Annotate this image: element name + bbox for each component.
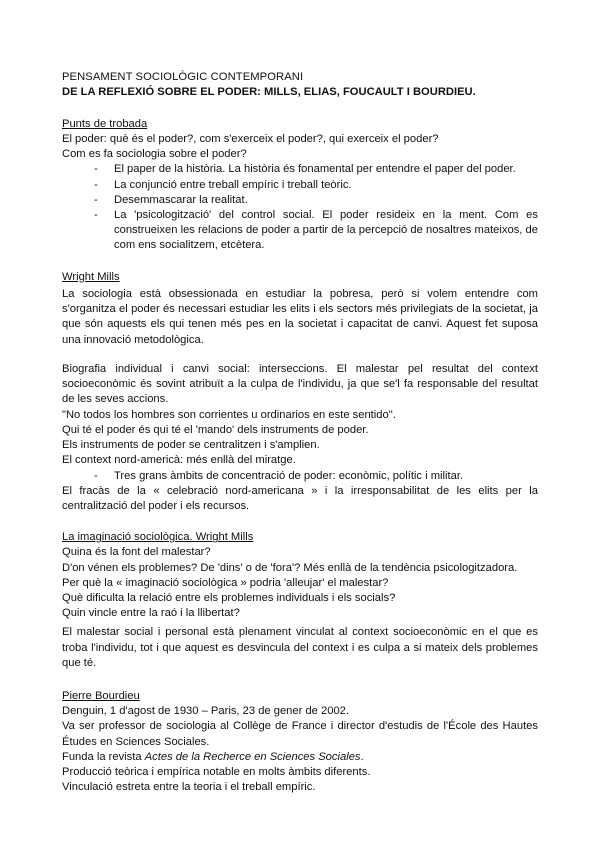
text-line: Vinculació estreta entre la teoria i el treball empíric. <box>62 781 316 794</box>
section-punts-de-trobada <box>62 117 538 254</box>
list-item: - El paper de la història. La història és fonamental per entendre el paper del poder. <box>94 162 538 177</box>
document-title: DE LA REFLEXIÓ SOBRE EL PODER: MILLS, ELIAS, FOUCAULT I BOURDIEU. <box>62 86 476 98</box>
text-line: Qui té el poder és qui té el 'mando' dels instruments de poder. <box>62 423 369 436</box>
section-pierre-bourdieu <box>62 689 538 795</box>
text-line: Va ser professor de sociologia al Collège de France i director d'estudis de l'École des Hautes Études en Sciences Sociales. <box>62 720 538 748</box>
text-line: El context nord-americà: més enllà del miratge. <box>62 454 296 467</box>
paragraph: Biografia individual i canvi social: interseccions. El malestar pel resultat del context socioeconòmic és sovint atribuït a la culpa de l'individu, ja que se'l fa responsable del resultat de les seves accions. <box>62 362 538 406</box>
section-heading: La imaginació sociològica. Wright Mills <box>62 531 254 544</box>
text-line: Denguin, 1 d'agost de 1930 – Paris, 23 de gener de 2002. <box>62 705 350 718</box>
text-line: Com es fa sociologia sobre el poder? <box>62 148 247 161</box>
section-wright-mills <box>62 270 538 515</box>
paragraph: El fracàs de la « celebració nord-americana » i la irresponsabilitat de les elits per la centralització del poder i els recursos. <box>62 484 538 513</box>
list-item: - Tres grans àmbits de concentració de poder: econòmic, polític i militar. <box>94 469 538 484</box>
question-line: Què dificulta la relació entre els problemes individuals i els socials? <box>62 591 396 604</box>
section-heading: Wright Mills <box>62 270 120 283</box>
section-heading: Pierre Bourdieu <box>62 690 140 703</box>
question-line: Quina és la font del malestar? <box>62 546 211 559</box>
question-line: D'on vénen els problemes? De 'dins' o de 'fora'? Més enllà de la tendència psicologitzadora. <box>62 561 518 574</box>
question-line: Per què la « imaginació sociològica » podria 'alleujar' el malestar? <box>62 576 389 589</box>
text-line: Els instruments de poder se centralitzen i s'amplien. <box>62 439 320 452</box>
text-suffix: . <box>360 751 364 764</box>
question-line: Quin vincle entre la raó i la llibertat? <box>62 607 240 620</box>
paragraph: El malestar social i personal està plenament vinculat al context socioeconòmic en el que es troba l'individu, tot i que aquest es desvincula del context i es culpa a si mateix dels problemes que té. <box>62 626 538 669</box>
paragraph: La sociologia està obsessionada en estudiar la pobresa, però si volem entendre com s'organitza el poder és necessari estudiar les elits i els sectors més privilegiats de la societat, ja que són aquests els qui tenen més pes en la societat i capacitat de canvi. Aquest fet suposa una innovació metodològica. <box>62 287 538 346</box>
text-prefix: Funda la revista <box>62 751 145 764</box>
section-heading: Punts de trobada <box>62 118 148 130</box>
list-item: - La conjunció entre treball empíric i treball teòric. <box>94 178 538 193</box>
text-line: Producció teòrica i empírica notable en molts àmbits diferents. <box>62 766 371 779</box>
list-item: - Desemmascarar la realitat. <box>94 193 538 208</box>
bullet-list <box>62 162 538 253</box>
course-title: PENSAMENT SOCIOLÒGIC CONTEMPORANI <box>62 71 304 83</box>
journal-title: Actes de la Recherce en Sciences Sociales <box>144 751 361 764</box>
section-imaginacio-sociologica <box>62 530 538 671</box>
bullet-list <box>62 469 538 484</box>
text-line <box>62 750 538 765</box>
list-item: - La 'psicologització' del control social. El poder resideix en la ment. Com es construeixen les relacions de poder a partir de la percepció de nosaltres mateixos, de com ens socialitzem, etcètera. <box>94 208 538 254</box>
text-line: El poder: què és el poder?, com s'exerceix el poder?, qui exerceix el poder? <box>62 133 439 145</box>
quote-line: "No todos los hombres son corrientes u ordinarios en este sentido". <box>62 408 396 421</box>
